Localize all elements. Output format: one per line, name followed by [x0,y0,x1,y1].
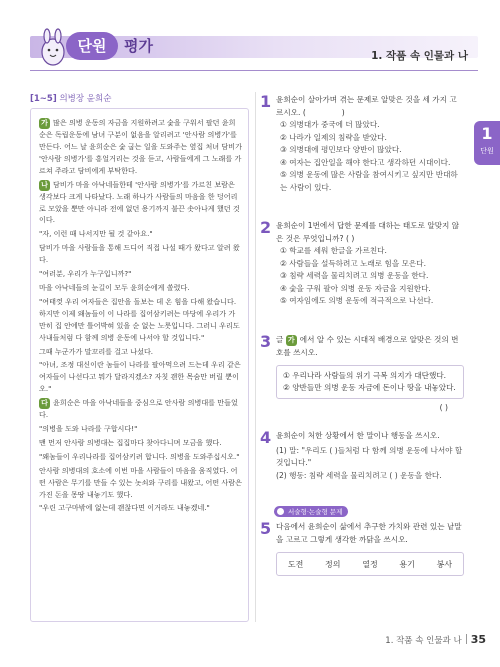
passage-paragraph [39,282,242,294]
option[interactable]: ③ 침략 세력을 물리치려고 의병 운동을 한다. [280,271,429,280]
fill-in-item[interactable]: (2) 행동: 침략 세력을 물리치려고 ( ) 운동을 한다. [276,470,442,480]
page-footer [385,633,486,646]
passage-paragraph [39,296,242,344]
question-text: 윤희순이 처한 상황에서 한 말이나 행동을 쓰시오. [276,431,440,440]
banner-divider [30,70,478,71]
paragraph-text: 담비가 마을 사람들을 통해 드디어 직접 나설 때가 왔다고 알려 왔다. [39,243,240,265]
question-2 [260,220,464,308]
paragraph-text: "우린 고구마밖에 없는데 괜찮다면 이거라도 내놓겠네." [39,503,210,513]
passage-paragraph [39,359,242,395]
word-option[interactable]: 열정 [362,559,378,569]
unit-label: 단원 [66,32,118,60]
passage-range: [1~5] [30,94,57,104]
word-box [276,552,464,576]
reading-passage [30,92,256,622]
passage-paragraph [39,117,242,177]
paragraph-text: 윤희순은 마을 아낙네들을 중심으로 안사람 의병대를 만들었다. [39,398,238,420]
passage-paragraph [39,179,242,227]
word-option[interactable]: 봉사 [436,559,453,569]
unit-side-tab [474,121,500,165]
choice: ② 양반들만 의병 운동 자금에 돈이나 땅을 내놓았다. [283,383,456,392]
question-number: 5 [260,519,272,538]
question-number: 4 [260,428,272,447]
question-options [280,245,464,308]
passage-paragraph [39,346,242,358]
paragraph-text: 담비가 마을 아낙네들한테 '안사람 의병가'를 가르친 보람은 생각보다 크게 나타났다. 노래 하나가 사람들의 마음을 한 덩어리로 모았을 뿐만 아니라 전에 없던 용기까지 불끈 솟아나게 했던 것이다. [39,179,240,225]
question-number: 3 [260,332,272,351]
paragraph-text: "여러분, 우리가 누구입니까?" [39,269,132,279]
option[interactable]: ⑤ 여자임에도 의병 운동에 적극적으로 나선다. [280,296,434,305]
paragraph-text: 그때 누군가가 말꼬리를 걸고 나섰다. [39,346,154,356]
choice-box [276,365,464,399]
question-number: 2 [260,218,272,237]
passage-box [30,108,249,622]
question-options [280,119,464,194]
question-text: 윤희순이 1번에서 답한 문제를 대하는 태도로 알맞지 않은 것은 무엇입니까? ( ) [276,221,460,243]
passage-paragraph [39,397,242,421]
question-3 [260,334,464,412]
option[interactable]: ① 학교를 세워 한글을 가르친다. [280,246,387,255]
option[interactable]: ② 사람들을 설득하려고 노래로 힘을 모은다. [280,258,426,268]
passage-paragraph [39,451,242,463]
question-text: 윤희순이 살아가며 겪는 문제로 알맞은 것을 세 가지 고르시오. ( ) [276,95,457,117]
question-4 [260,430,464,482]
paragraph-text: 마을 아낙네들의 눈길이 모두 윤희순에게 쏠렸다. [39,282,190,292]
option[interactable]: ① 의병대가 중국에 더 많았다. [280,120,380,129]
option[interactable]: ③ 의병대에 평민보다 양반이 많았다. [280,145,402,154]
essay-tag: 서술형·논술형 문제 [274,506,348,517]
word-option[interactable]: 정의 [325,559,341,569]
passage-paragraph [39,423,242,435]
question-number: 1 [260,92,272,111]
choice: ① 우리나라 사람들의 위기 극복 의지가 대단했다. [283,371,447,380]
passage-paragraph [39,268,242,280]
paragraph-text: "의병을 도와 나라를 구합시다!" [39,424,138,434]
passage-paragraph [39,437,242,449]
fill-in-items [276,445,464,483]
paragraph-text: 맨 먼저 안사람 의병대는 집집마다 찾아다니며 모금을 했다. [39,437,222,447]
paragraph-text: 안사람 의병대의 호소에 이번 마을 사람들이 마음을 움직였다. 어떤 사람은 무기를 만들 수 있는 놋쇠와 구리를 내왔고, 어떤 사람은 가진 돈을 몽땅 내놓기도 했다. [39,465,242,499]
unit-banner [30,26,478,72]
paragraph-mark: 가 [286,335,297,346]
passage-paragraph [39,502,242,514]
question-5 [260,506,464,576]
paragraph-text: "여태껏 우리 여자들은 집안을 돌보는 데 온 힘을 다해 왔습니다. 하지만 이제 왜놈들이 이 나라를 집어삼키려는 마당에 우리가 가만히 집 안에만 틀어박혀 있을 순 없는 노릇입니다. 그러니 우리도 사내들처럼 다 함께 의병 운동에 나서야 할 것입니다." [39,296,240,342]
question-text: 글 가 에서 알 수 있는 시대적 배경으로 알맞은 것의 번호를 쓰시오. [276,335,459,357]
paragraph-text: "왜놈들이 우리나라를 집어삼키려 합니다. 의병을 도와주십시오." [39,451,240,461]
passage-heading [30,92,255,104]
paragraph-mark: 가 [39,118,50,129]
mascot-icon [38,28,68,68]
passage-paragraph [39,465,242,501]
eval-label: 평가 [124,37,153,55]
option[interactable]: ④ 여자는 집안일을 해야 한다고 생각하던 시대이다. [280,157,451,167]
fill-in-item[interactable]: (1) 말: "우리도 ( )들처럼 다 함께 의병 운동에 나서야 할 것입니다." [276,445,463,467]
word-option[interactable]: 도전 [287,559,304,569]
passage-paragraph [39,228,242,240]
word-option[interactable]: 용기 [399,559,415,569]
passage-paragraph [39,242,242,266]
paragraph-mark: 다 [39,398,50,409]
side-tab-label: 단원 [480,147,494,155]
section-title: 1. 작품 속 인물과 나 [371,50,468,62]
side-tab-number: 1 [481,124,493,143]
question-1 [260,94,464,194]
footer-label: 1. 작품 속 인물과 나 [385,636,462,646]
paragraph-text: "아녀, 조정 대신이란 놈들이 나라를 팔아먹으려 드는데 우리 같은 여자들이 나선다고 뭐가 달라지겠소? 자칫 괜한 목숨만 버릴 뿐이오." [39,360,241,394]
paragraph-mark: 나 [39,180,50,191]
paragraph-text: "자, 이런 때 나서지만 될 것 같아요." [39,229,153,239]
option[interactable]: ② 나라가 일제의 침략을 받았다. [280,132,387,142]
page-number: 35 [470,633,486,646]
option[interactable]: ⑤ 의병 운동에 많은 사람을 참여시키고 싶지만 반대하는 사람이 있다. [280,170,458,192]
question-text: 다음에서 윤희순이 삶에서 추구한 가치와 관련 있는 낱말을 고르고 그렇게 생각한 까닭을 쓰시오. [276,522,462,544]
passage-title: 의병장 윤희순 [59,94,112,104]
option[interactable]: ④ 숯을 구워 팔아 의병 운동 자금을 지원한다. [280,283,431,293]
paragraph-text: 많은 의병 운동의 자금을 지원하려고 숯을 구워서 팔던 윤희순은 독립운동에 남녀 구분이 없음을 알리려고 '안사람 의병가'를 만든다. 어느 날 윤희순은 숯 굽는 일을 도와주는 옆집 처녀 담비가 '안사람 의병가'를 흥얼거리는 것을 듣고, 사람들에게 그 노래를 가르쳐 주라고 담비에게 부탁한다. [39,118,242,175]
answer-blank[interactable]: ( ) [439,403,448,412]
